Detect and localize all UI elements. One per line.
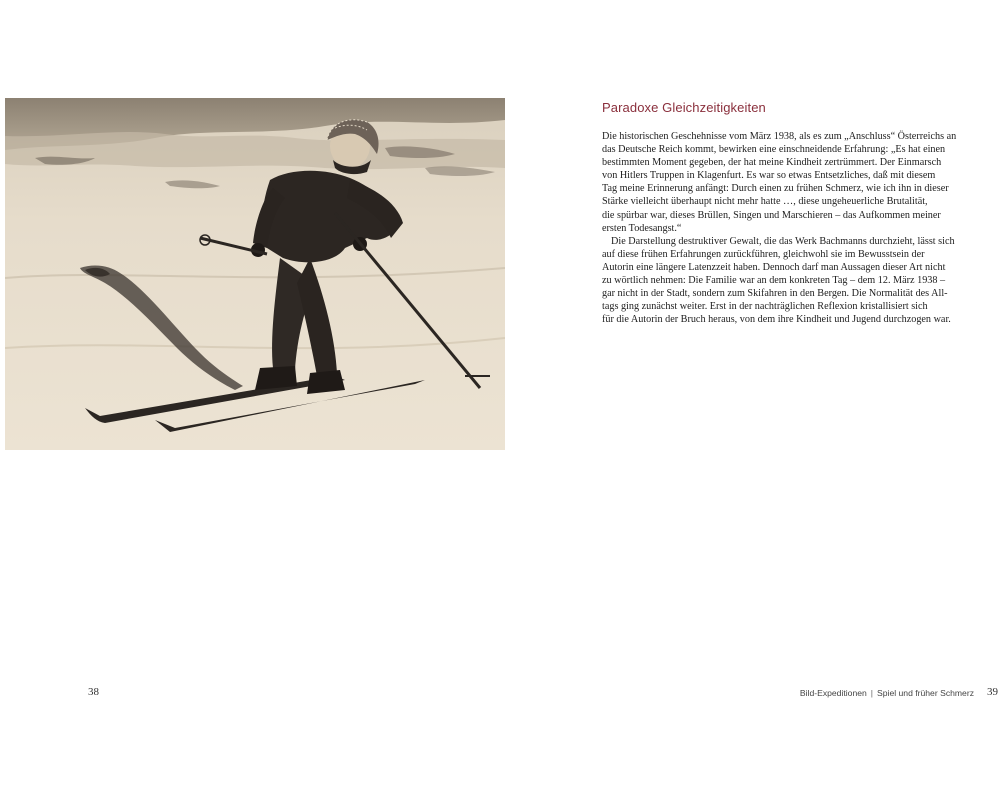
skiing-photo <box>5 98 505 450</box>
text-line: Stärke vielleicht überhaupt nicht mehr hatte …, diese ungeheuerliche Brutalität, <box>602 196 928 208</box>
body-text <box>602 130 982 326</box>
text-line: Autorin eine längere Latenzzeit haben. Dennoch darf man Aussagen dieser Art nicht <box>602 261 946 273</box>
text-line: für die Autorin der Bruch heraus, von dem ihre Kindheit und Jugend durchzogen war. <box>602 314 951 326</box>
text-line: das Deutsche Reich kommt, bewirken eine einschneidende Erfahrung: „Es hat einen <box>602 144 946 156</box>
page-number-right: 39 <box>987 686 998 698</box>
footer-section: Bild-Expeditionen <box>799 688 867 698</box>
text-line: tags ging zunächst weiter. Erst in der nachträglichen Reflexion kristallisiert sich <box>602 301 928 313</box>
text-line: die spürbar war, dieses Brüllen, Singen und Marschieren – das Aufkommen meiner <box>602 209 941 221</box>
text-line: bestimmten Moment gegeben, der hat meine Kindheit zertrümmert. Der Einmarsch <box>602 157 942 169</box>
footer-separator: | <box>870 688 874 698</box>
text-line: ersten Todesangst.“ <box>602 222 682 234</box>
paragraph-1 <box>602 130 982 235</box>
page-number-left: 38 <box>88 686 99 698</box>
section-heading: Paradoxe Gleichzeitigkeiten <box>602 100 766 115</box>
text-line: gar nicht in der Stadt, sondern zum Skifahren in den Bergen. Die Normalität des All- <box>602 288 948 300</box>
footer-chapter: Spiel und früher Schmerz <box>877 688 974 698</box>
text-line: Die Darstellung destruktiver Gewalt, die das Werk Bachmanns durchzieht, lässt sich <box>611 235 955 247</box>
text-line: auf diese frühen Erfahrungen zurückführen, gleichwohl sie im Bewusstsein der <box>602 248 925 260</box>
skiing-photo-image <box>5 98 505 450</box>
text-line: Die historischen Geschehnisse vom März 1938, als es zum „Anschluss“ Österreichs an <box>602 131 957 142</box>
running-footer <box>800 688 974 698</box>
text-line: Tag meine Erinnerung anfängt: Durch einen zu frühen Schmerz, wie ich ihn in dieser <box>602 183 949 195</box>
text-line: zu wörtlich nehmen: Die Familie war an dem konkreten Tag – dem 12. März 1938 – <box>602 275 946 287</box>
paragraph-2 <box>602 235 982 327</box>
text-line: von Hitlers Truppen in Klagenfurt. Es war so etwas Entsetzliches, daß mit diesem <box>602 170 936 182</box>
